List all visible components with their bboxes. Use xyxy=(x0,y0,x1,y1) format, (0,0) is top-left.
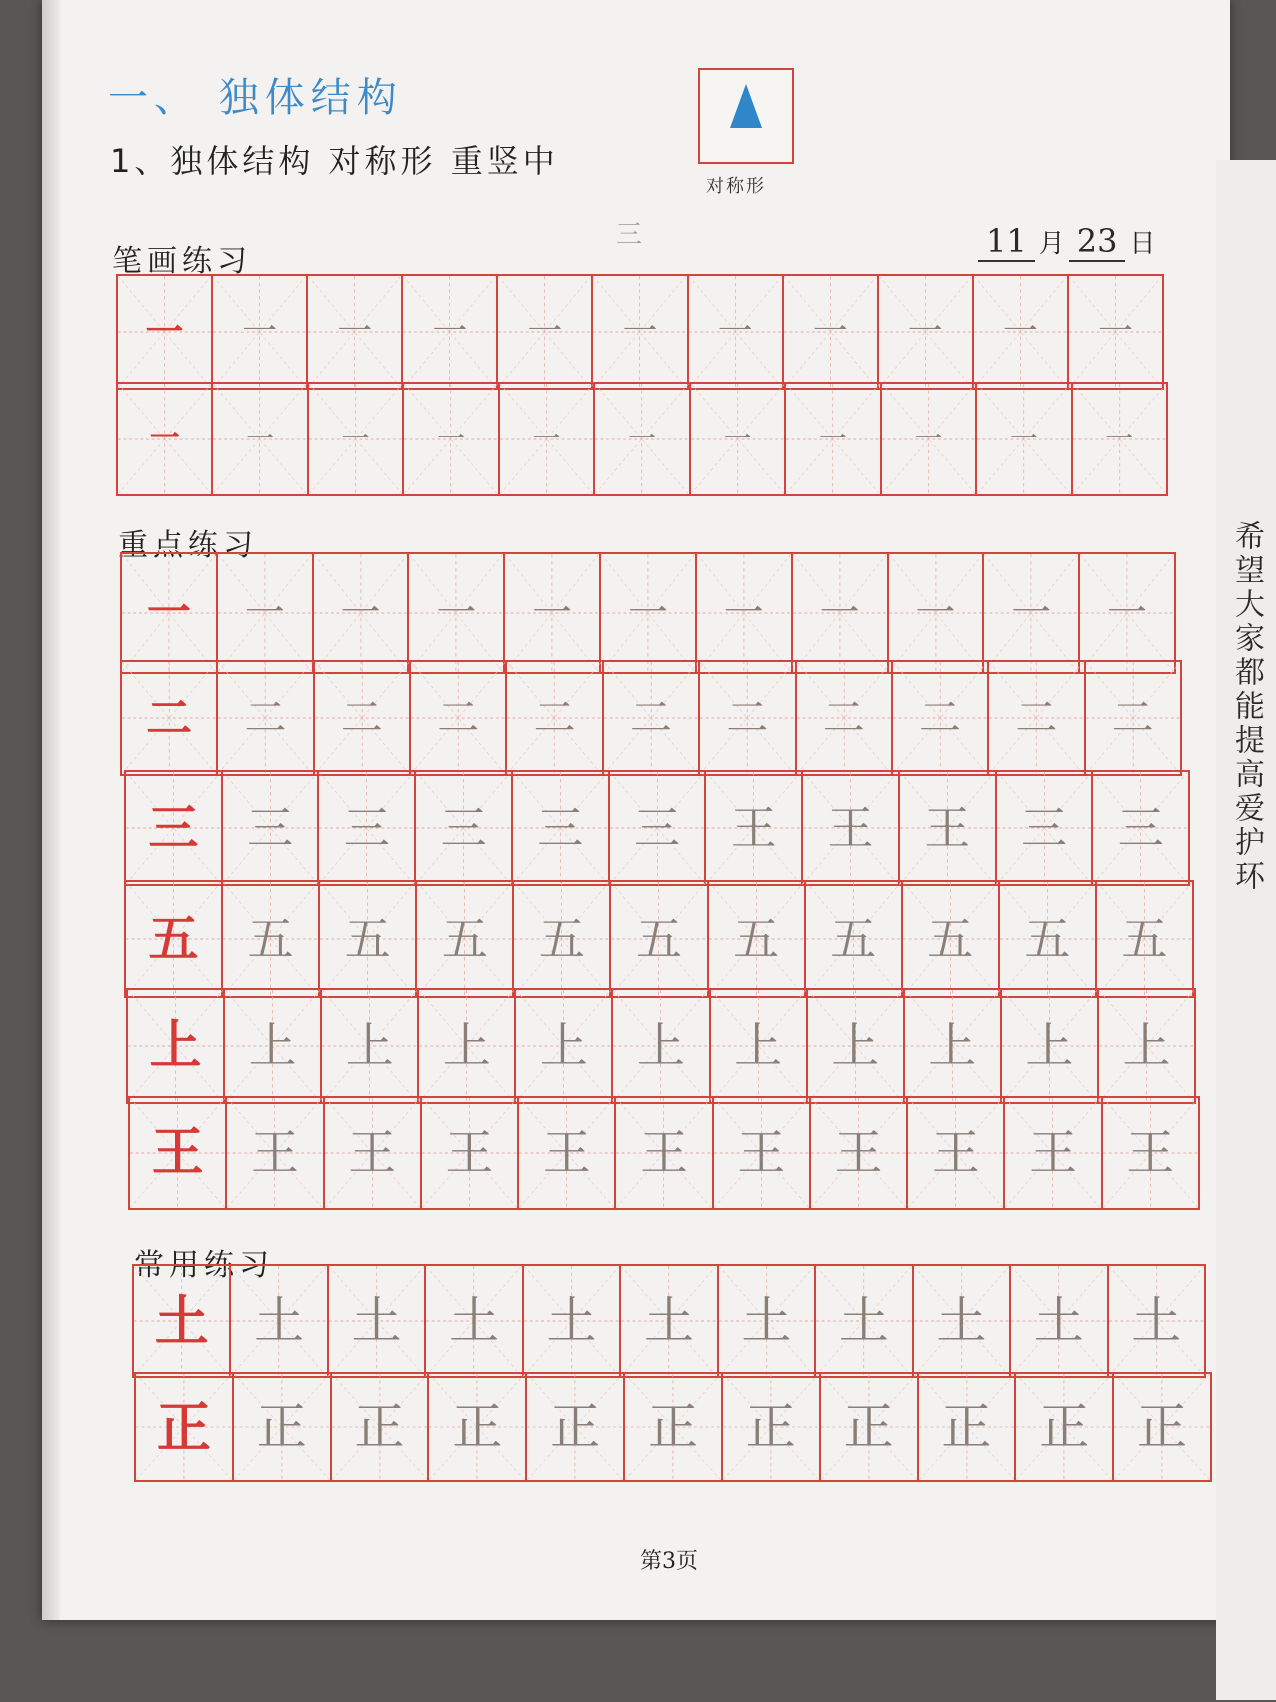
practice-character: 五 xyxy=(1024,912,1071,966)
practice-cell xyxy=(793,554,889,672)
practice-character: 上 xyxy=(831,1018,880,1074)
triangle-icon xyxy=(700,70,792,162)
practice-cell xyxy=(977,384,1072,494)
practice-character: 一 xyxy=(1011,590,1052,636)
practice-cell xyxy=(784,276,879,388)
practice-character: 王 xyxy=(250,1125,299,1181)
practice-cell xyxy=(1073,384,1166,494)
practice-character: 土 xyxy=(643,1292,694,1350)
model-cell xyxy=(130,1098,227,1208)
practice-character: 土 xyxy=(449,1292,500,1350)
practice-character: 一 xyxy=(1107,590,1148,636)
practice-character: 一 xyxy=(1097,311,1133,352)
practice-character: 土 xyxy=(741,1292,792,1350)
practice-row xyxy=(128,1096,1200,1210)
practice-character: 正 xyxy=(256,1398,307,1456)
practice-cell xyxy=(723,1374,821,1480)
model-cell xyxy=(122,554,218,672)
practice-cell xyxy=(417,882,514,996)
model-character: 一 xyxy=(149,421,180,456)
practice-character: 五 xyxy=(636,912,683,966)
practice-character: 上 xyxy=(928,1018,977,1074)
practice-row xyxy=(134,1372,1212,1482)
practice-character: 一 xyxy=(527,311,563,352)
practice-cell xyxy=(422,1098,519,1208)
practice-cell xyxy=(1002,990,1099,1102)
practice-cell xyxy=(719,1266,816,1376)
model-character: 王 xyxy=(151,1122,204,1183)
model-character: 土 xyxy=(154,1289,209,1353)
practice-cell xyxy=(625,1374,723,1480)
practice-cell xyxy=(882,384,977,494)
practice-character: 一 xyxy=(627,590,668,636)
practice-row xyxy=(116,382,1168,496)
practice-character: 二 xyxy=(629,693,672,742)
practice-cell xyxy=(797,662,893,774)
practice-cell xyxy=(1093,772,1188,884)
practice-cell xyxy=(409,554,505,672)
practice-character: 土 xyxy=(546,1292,597,1350)
page-edge xyxy=(42,0,60,1620)
practice-cell xyxy=(404,384,499,494)
practice-character: 一 xyxy=(818,422,847,455)
practice-cell xyxy=(1103,1098,1198,1208)
model-cell xyxy=(128,990,225,1102)
practice-cell xyxy=(416,772,513,884)
practice-row xyxy=(124,880,1194,998)
model-cell xyxy=(126,882,223,996)
date-month-unit: 月 xyxy=(1038,229,1065,259)
model-cell xyxy=(136,1374,234,1480)
practice-cell xyxy=(223,882,320,996)
practice-cell xyxy=(919,1374,1017,1480)
practice-cell xyxy=(498,276,593,388)
side-paper-text: 希望大家都能提高爱护环 xyxy=(1229,520,1264,894)
practice-cell xyxy=(223,772,320,884)
practice-character: 三 xyxy=(1117,801,1164,855)
practice-character: 王 xyxy=(737,1125,786,1181)
practice-row xyxy=(120,552,1176,674)
practice-character: 五 xyxy=(830,912,877,966)
model-cell xyxy=(134,1266,231,1376)
practice-character: 二 xyxy=(1015,693,1058,742)
practice-character: 一 xyxy=(337,311,373,352)
practice-cell xyxy=(806,882,903,996)
practice-character: 三 xyxy=(1020,801,1067,855)
practice-character: 正 xyxy=(1137,1398,1188,1456)
model-cell xyxy=(122,662,218,774)
practice-character: 上 xyxy=(345,1018,394,1074)
practice-character: 一 xyxy=(723,590,764,636)
practice-cell xyxy=(803,772,900,884)
practice-character: 一 xyxy=(914,422,943,455)
practice-character: 土 xyxy=(254,1292,305,1350)
practice-character: 一 xyxy=(432,311,468,352)
practice-cell xyxy=(227,1098,324,1208)
practice-cell xyxy=(308,276,403,388)
practice-cell xyxy=(411,662,507,774)
practice-cell xyxy=(320,882,417,996)
practice-cell xyxy=(903,882,1000,996)
practice-character: 正 xyxy=(452,1398,503,1456)
practice-cell xyxy=(1080,554,1174,672)
practice-row xyxy=(126,988,1196,1104)
practice-cell xyxy=(604,662,700,774)
practice-cell xyxy=(319,772,416,884)
practice-character: 王 xyxy=(924,801,971,855)
practice-cell xyxy=(524,1266,621,1376)
practice-character: 五 xyxy=(1121,912,1168,966)
structure-diagram xyxy=(698,68,794,164)
practice-cell xyxy=(234,1374,332,1480)
section-label-stroke: 笔画练习 xyxy=(112,244,252,279)
model-character: 一 xyxy=(145,309,184,354)
practice-character: 一 xyxy=(341,422,370,455)
practice-character: 王 xyxy=(542,1125,591,1181)
practice-character: 五 xyxy=(441,912,488,966)
practice-character: 上 xyxy=(1122,1018,1171,1074)
practice-character: 五 xyxy=(344,912,391,966)
practice-cell xyxy=(213,276,308,388)
model-character: 三 xyxy=(148,798,199,857)
model-cell xyxy=(118,276,213,388)
practice-cell xyxy=(218,662,314,774)
practice-cell xyxy=(691,384,786,494)
practice-cell xyxy=(329,1266,426,1376)
practice-character: 一 xyxy=(622,311,658,352)
page-number: 第3页 xyxy=(640,1549,698,1574)
practice-cell xyxy=(700,662,796,774)
practice-cell xyxy=(689,276,784,388)
date-month: 11 xyxy=(978,222,1035,262)
practice-character: 正 xyxy=(354,1398,405,1456)
practice-character: 二 xyxy=(244,693,287,742)
practice-cell xyxy=(309,384,404,494)
practice-character: 五 xyxy=(927,912,974,966)
practice-character: 正 xyxy=(550,1398,601,1456)
practice-cell xyxy=(419,990,516,1102)
practice-cell xyxy=(984,554,1080,672)
practice-cell xyxy=(1086,662,1180,774)
model-character: 一 xyxy=(146,587,191,638)
practice-character: 王 xyxy=(730,801,777,855)
practice-character: 一 xyxy=(907,311,943,352)
date-day: 23 xyxy=(1069,222,1126,262)
practice-cell xyxy=(900,772,997,884)
practice-character: 一 xyxy=(244,590,285,636)
date-day-unit: 日 xyxy=(1129,229,1156,259)
practice-cell xyxy=(816,1266,913,1376)
practice-character: 三 xyxy=(634,801,681,855)
practice-cell xyxy=(621,1266,718,1376)
practice-character: 王 xyxy=(834,1125,883,1181)
practice-character: 一 xyxy=(627,422,656,455)
practice-cell xyxy=(613,990,710,1102)
practice-cell xyxy=(974,276,1069,388)
practice-cell xyxy=(989,662,1085,774)
practice-character: 土 xyxy=(1033,1292,1084,1350)
practice-cell xyxy=(697,554,793,672)
practice-cell xyxy=(315,662,411,774)
practice-character: 一 xyxy=(915,590,956,636)
practice-row xyxy=(132,1264,1206,1378)
practice-cell xyxy=(500,384,595,494)
practice-character: 上 xyxy=(637,1018,686,1074)
page-title: 一、 独体结构 xyxy=(108,75,403,121)
model-character: 二 xyxy=(146,691,193,745)
practice-cell xyxy=(879,276,974,388)
practice-character: 上 xyxy=(1025,1018,1074,1074)
model-character: 正 xyxy=(156,1395,211,1459)
practice-cell xyxy=(616,1098,713,1208)
practice-character: 一 xyxy=(246,422,275,455)
practice-character: 三 xyxy=(343,801,390,855)
practice-cell xyxy=(706,772,803,884)
practice-character: 三 xyxy=(537,801,584,855)
practice-cell xyxy=(1069,276,1162,388)
pencil-note: 三 xyxy=(616,220,643,250)
practice-cell xyxy=(1114,1374,1210,1480)
model-cell xyxy=(118,384,213,494)
practice-cell xyxy=(908,1098,1005,1208)
model-cell xyxy=(126,772,223,884)
practice-cell xyxy=(225,990,322,1102)
model-character: 上 xyxy=(149,1015,202,1076)
practice-cell xyxy=(403,276,498,388)
practice-cell xyxy=(821,1374,919,1480)
practice-character: 王 xyxy=(1029,1125,1078,1181)
practice-cell xyxy=(231,1266,328,1376)
practice-character: 正 xyxy=(941,1398,992,1456)
practice-character: 二 xyxy=(822,693,865,742)
practice-character: 二 xyxy=(919,693,962,742)
practice-character: 五 xyxy=(247,912,294,966)
practice-cell xyxy=(314,554,410,672)
practice-character: 一 xyxy=(437,422,466,455)
practice-character: 上 xyxy=(734,1018,783,1074)
practice-cell xyxy=(610,772,707,884)
practice-cell xyxy=(325,1098,422,1208)
practice-character: 上 xyxy=(248,1018,297,1074)
practice-cell xyxy=(1109,1266,1204,1376)
practice-character: 五 xyxy=(733,912,780,966)
practice-cell xyxy=(218,554,314,672)
practice-character: 一 xyxy=(723,422,752,455)
practice-cell xyxy=(889,554,985,672)
practice-cell xyxy=(213,384,308,494)
practice-cell xyxy=(595,384,690,494)
practice-character: 正 xyxy=(1039,1398,1090,1456)
practice-character: 王 xyxy=(931,1125,980,1181)
practice-character: 正 xyxy=(843,1398,894,1456)
practice-character: 二 xyxy=(437,693,480,742)
practice-character: 一 xyxy=(717,311,753,352)
practice-character: 二 xyxy=(533,693,576,742)
model-character: 五 xyxy=(148,909,199,968)
structure-label: 对称形 xyxy=(706,176,766,197)
practice-cell xyxy=(1000,882,1097,996)
section-label-common: 常用练习 xyxy=(134,1248,274,1283)
practice-cell xyxy=(914,1266,1011,1376)
practice-cell xyxy=(709,882,806,996)
practice-cell xyxy=(332,1374,430,1480)
side-paper xyxy=(1216,160,1276,1700)
practice-character: 土 xyxy=(351,1292,402,1350)
practice-character: 五 xyxy=(538,912,585,966)
practice-character: 一 xyxy=(436,590,477,636)
practice-character: 王 xyxy=(1126,1125,1175,1181)
practice-character: 二 xyxy=(726,693,769,742)
practice-character: 一 xyxy=(812,311,848,352)
practice-character: 二 xyxy=(340,693,383,742)
practice-character: 上 xyxy=(442,1018,491,1074)
practice-cell xyxy=(714,1098,811,1208)
practice-character: 上 xyxy=(539,1018,588,1074)
practice-cell xyxy=(611,882,708,996)
practice-character: 一 xyxy=(532,422,561,455)
practice-cell xyxy=(514,882,611,996)
practice-row xyxy=(116,274,1164,390)
practice-cell xyxy=(519,1098,616,1208)
practice-character: 王 xyxy=(827,801,874,855)
practice-character: 正 xyxy=(745,1398,796,1456)
practice-cell xyxy=(505,554,601,672)
practice-character: 王 xyxy=(445,1125,494,1181)
practice-cell xyxy=(711,990,808,1102)
practice-cell xyxy=(811,1098,908,1208)
practice-cell xyxy=(1097,882,1192,996)
practice-character: 王 xyxy=(348,1125,397,1181)
practice-cell xyxy=(905,990,1002,1102)
practice-cell xyxy=(893,662,989,774)
practice-character: 一 xyxy=(1009,422,1038,455)
practice-cell xyxy=(808,990,905,1102)
practice-cell xyxy=(507,662,603,774)
practice-character: 一 xyxy=(340,590,381,636)
practice-cell xyxy=(429,1374,527,1480)
practice-row xyxy=(124,770,1190,886)
practice-cell xyxy=(516,990,613,1102)
practice-cell xyxy=(593,276,688,388)
practice-character: 一 xyxy=(242,311,278,352)
practice-character: 三 xyxy=(440,801,487,855)
date-field xyxy=(978,222,1155,262)
practice-character: 正 xyxy=(647,1398,698,1456)
practice-character: 土 xyxy=(1131,1292,1182,1350)
practice-cell xyxy=(601,554,697,672)
practice-cell xyxy=(527,1374,625,1480)
practice-cell xyxy=(786,384,881,494)
practice-cell xyxy=(1005,1098,1102,1208)
practice-cell xyxy=(1016,1374,1114,1480)
practice-character: 三 xyxy=(247,801,294,855)
practice-cell xyxy=(513,772,610,884)
practice-cell xyxy=(322,990,419,1102)
practice-character: 土 xyxy=(838,1292,889,1350)
practice-cell xyxy=(426,1266,523,1376)
practice-character: 一 xyxy=(532,590,573,636)
practice-character: 二 xyxy=(1111,693,1154,742)
practice-cell xyxy=(1011,1266,1108,1376)
practice-character: 一 xyxy=(1105,422,1134,455)
lesson-subtitle: 1、独体结构 对称形 重竖中 xyxy=(110,142,559,180)
practice-character: 土 xyxy=(936,1292,987,1350)
practice-character: 一 xyxy=(1002,311,1038,352)
practice-character: 王 xyxy=(639,1125,688,1181)
practice-cell xyxy=(1099,990,1194,1102)
practice-row xyxy=(120,660,1182,776)
practice-cell xyxy=(997,772,1094,884)
practice-character: 一 xyxy=(819,590,860,636)
section-label-key: 重点练习 xyxy=(118,528,258,563)
